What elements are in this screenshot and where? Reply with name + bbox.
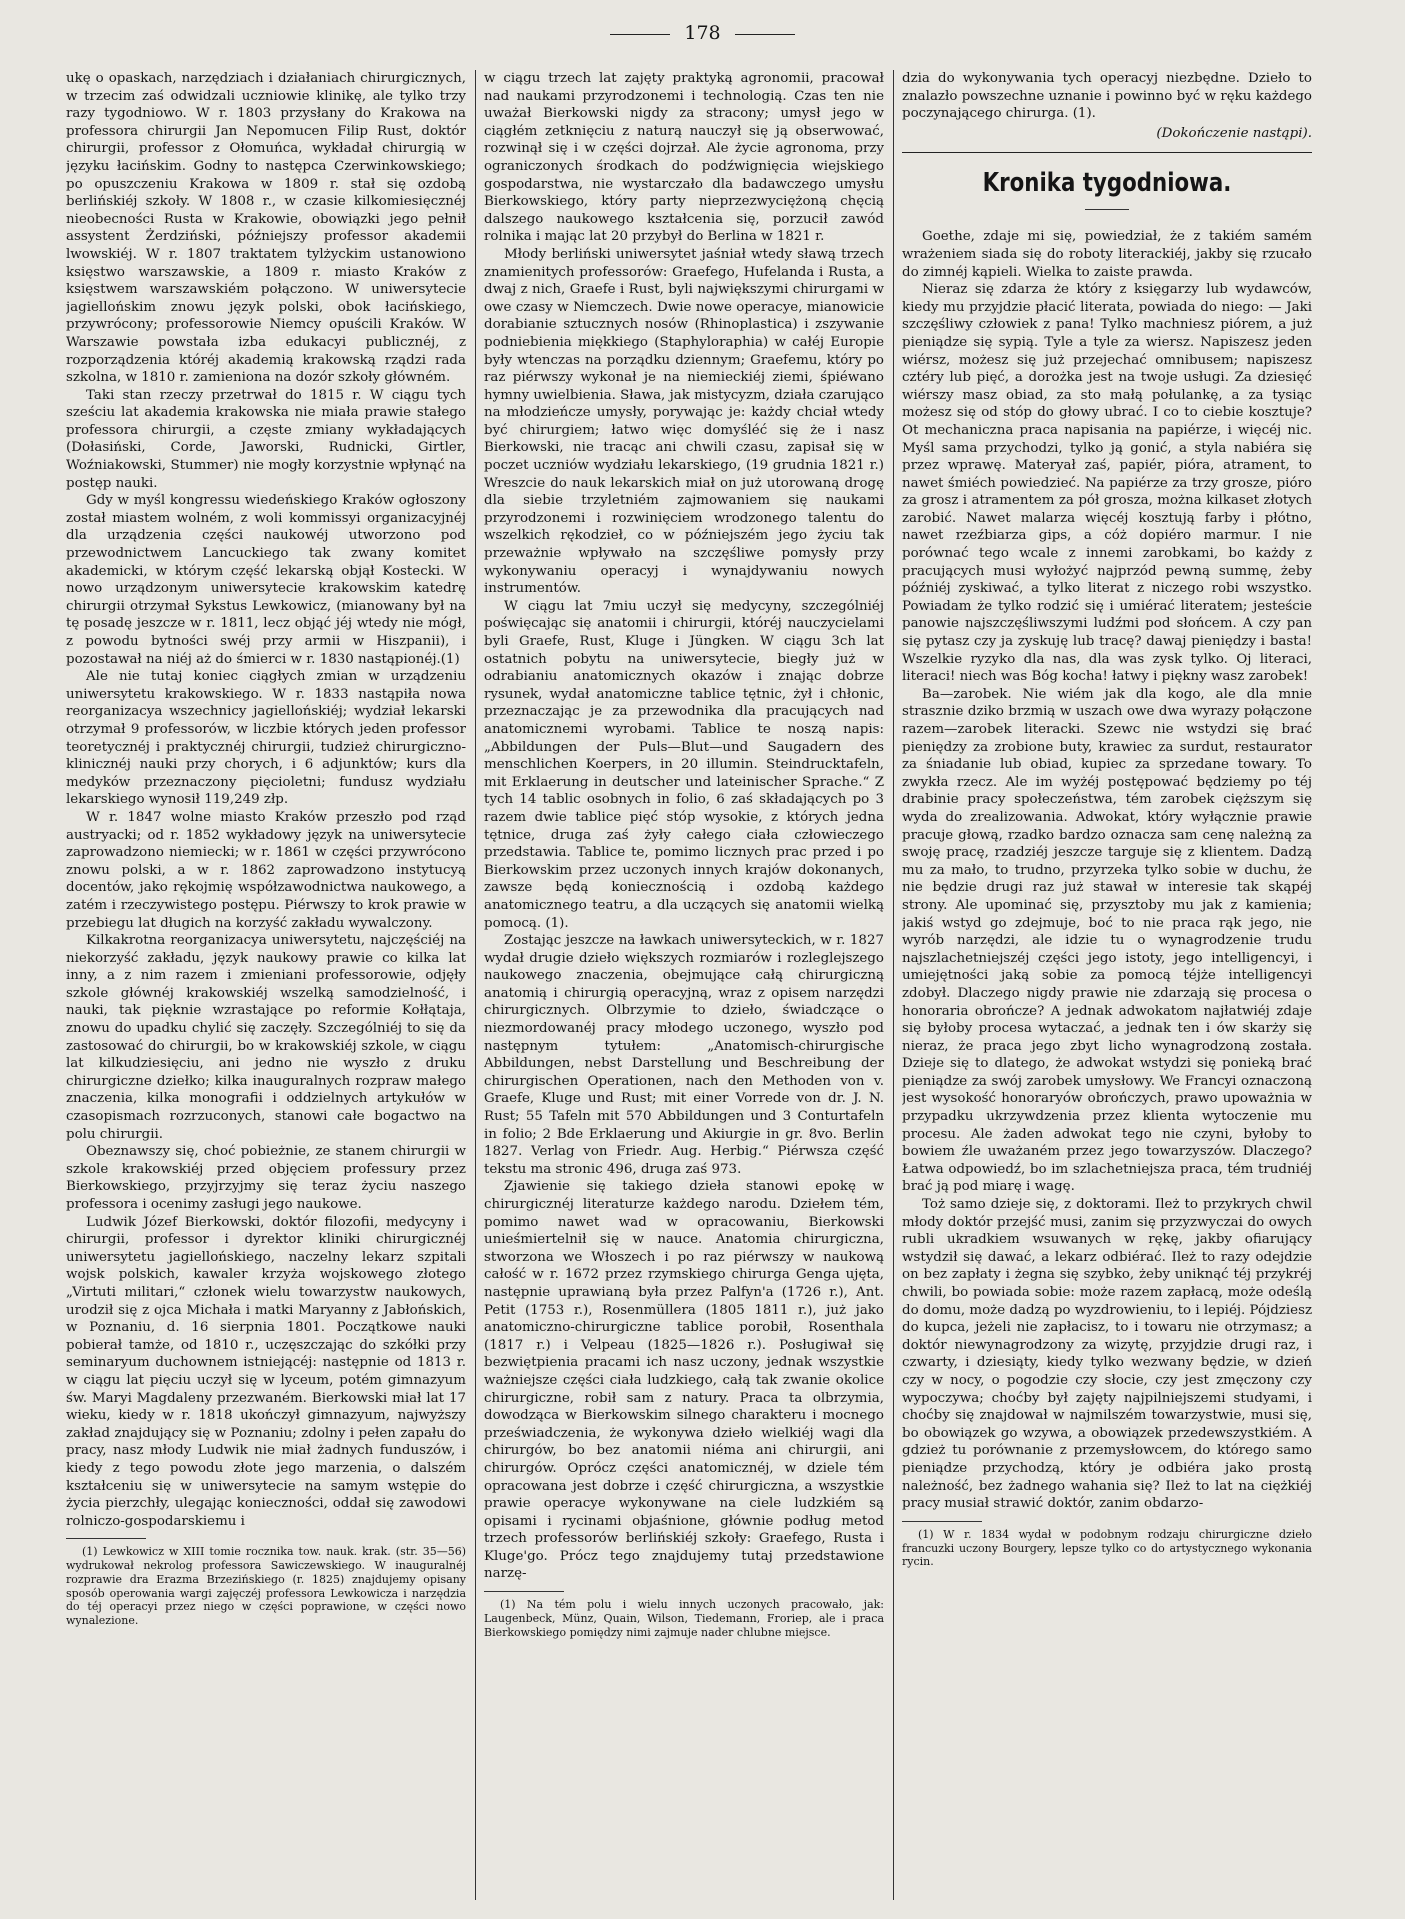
paragraph: w ciągu trzech lat zajęty praktyką agronomii, pracował nad naukami przyrodzonemi i technologią. Czas ten nie uważał Bierkowski nigdy za stracony; umysł jego w ciągłém zetknięciu z naturą nauczył się ją obserwować, rozwinął się i w części dojrzał. Ale życie agronoma, przy ograniczonych środkach do podźwignięcia wiejskiego gospodarstwa, nie wystarczało dla badawczego umysłu Bierkowskiego, który party nieprzezwyciężoną chęcią dalszego naukowego kształcenia się, porzucił zawód rolnika i mając lat 20 przybył do Berlina w 1821 r.: [484, 71, 884, 245]
header-rule-right: [735, 34, 795, 35]
column-3: [902, 70, 1312, 1900]
footnote: [902, 1528, 1312, 1569]
article-body: [66, 70, 466, 1530]
column-divider: [893, 70, 894, 1900]
paragraph: Nieraz się zdarza że który z księgarzy lub wydawców, kiedy mu przyjdzie płacić literata, powiada do niego: — Jaki szczęśliwy człowiek z pana! Tylko machniesz piórem, a już pieniądze się sypią. Tyle a tyle za wiersz. Napiszesz jeden wiérsz, możesz się już przejechać omnibusem; napiszesz cztéry lub pięć, a dorożka jest na twoje usługi. Za dziesięć wiérszy masz obiad, za sto małą połulankę, a za tysiąc możesz się od stóp do głowy ubrać. I co to ciebie kosztuje? Ot mechaniczna praca napisania na papiérze, i więcéj nic. Myśl sama przychodzi, tylko ją gonić, a styla nabiéra się przez wprawę. Materyał zaś, papiér, pióra, atrament, to nawet śmiéch powiedzieć. Na papiérze za trzy grosze, pióro za grosz i atramentem za pół grosza, można kilkaset złotych zarobić. Nawet malarza więcéj kosztują farby i płótno, nawet rzeźbiarza gips, a cóż dopiéro marmur. I nie porównać tego wcale z innemi zarobkami, bo każdy z pracujących musi wyłożyć najprzód pewną summę, żeby późniéj zyskiwać, a tylko literat z niczego robi wszystko. Powiadam że tylko rodzić się i umiérać literatem; jesteście panowie najszczęśliwszymi ludźmi pod słońcem. A czy pan się pytasz czy ja zyskuję lub tracę? dawaj pieniędzy i basta! Wszelkie ryzyko dla nas, dla was zysk tylko. Oj literaci, literaci! niech was Bóg kocha! łatwy i piękny wasz zarobek!: [902, 282, 1312, 685]
article-body: [484, 70, 884, 1583]
paragraph: dzia do wykonywania tych operacyj niezbędne. Dzieło to znalazło powszechne uznanie i powinno być w ręku każdego poczynającego chirurga. (1).: [902, 71, 1312, 122]
paragraph: Gdy w myśl kongressu wiedeńskiego Kraków ogłoszony został miastem wolném, z woli kommissyi organizacyjnéj dla urządzenia części naukowéj utworzono pod przewodnictwem Lancuckiego tak zwany komitet akademicki, w którym część lekarską objął Kostecki. W nowo urządzonym uniwersytecie krakowskim katedrę chirurgii otrzymał Sykstus Lewkowicz, (mianowany był na tę posadę jeszcze w r. 1811, lecz objąć jéj wtedy nie mógł, z powodu bytności swéj przy armii w Hiszpanii), i pozostawał na niéj aż do śmierci w r. 1830 nastąpionéj.(1): [66, 493, 466, 667]
paragraph: Ale nie tutaj koniec ciągłych zmian w urządzeniu uniwersytetu krakowskiego. W r. 1833 nastąpiła nowa reorganizacya wszechnicy jagiellońskiéj; wydział lekarski otrzymał 9 professorów, w liczbie których jeden professor teoretycznéj i praktycznéj chirurgii, tudzież chirurgiczno-klinicznéj nauki przy chorych, i 6 adjunktów; kurs dla medyków przeznaczony pięcioletni; fundusz wydziału lekarskiego wynosił 119,249 złp.: [66, 669, 466, 808]
paragraph: Goethe, zdaje mi się, powiedział, że z takiém samém wrażeniem siada się do roboty literackiéj, jakby się rzucało do zimnéj kąpieli. Wielka to zaiste prawda.: [902, 229, 1312, 280]
paragraph: W r. 1847 wolne miasto Kraków przeszło pod rząd austryacki; od r. 1852 wykładowy język na uniwersytecie zaprowadzono niemiecki; w r. 1861 w części przywrócono znowu polski, a w r. 1862 zaprowadzono instytucyą docentów, jako rękojmię współzawodnictwa naukowego, a zatém i rzeczywistego postępu. Piérwszy to krok prawie w przebiegu lat długich na korzyść zakładu wywalczony.: [66, 809, 466, 931]
page-number: 178: [684, 22, 721, 44]
title-underline: [1085, 209, 1129, 210]
article-body: [902, 70, 1312, 1513]
paragraph: W ciągu lat 7miu uczył się medycyny, szczególniéj poświęcając się anatomii i chirurgii, któréj nauczycielami byli Graefe, Rust, Kluge i Jüngken. W ciągu 3ch lat ostatnich pobytu na uniwersytecie, biegły już w odrabianiu anatomicznych okazów i znając dobrze rysunek, wydał anatomiczne tablice tętnic, żył i chłonic, przeznaczając je za przewodnika dla pracujących nad anatomicznemi wyrobami. Tablice te noszą napis: „Abbildungen der Puls—Blut—und Saugadern des menschlichen Koerpers, in 20 illumin. Steindrucktafeln, mit Erklaerung in deutscher und lateinischer Sprache.“ Z tych 14 tablic osobnych in folio, 6 zaś składających po 3 razem dwie tablice pięć stóp wysokie, z których jedna tętnice, druga zaś żyły całego ciała człowieczego przedstawia. Tablice te, pomimo licznych prac przed i po Bierkowskim przez uczonych innych krajów dokonanych, zawsze będą koniecznością i ozdobą każdego anatomicznego teatru, a dla uczących się anatomii wielką pomocą. (1).: [484, 598, 884, 931]
column-2: [484, 70, 884, 1900]
footnote-text: (1) Lewkowicz w XIII tomie rocznika tow. nauk. krak. (str. 35—56) wydrukował nekrolog professora Sawiczewskiego. W inauguralnéj rozprawie dra Erazma Brzezińskiego (r. 1825) znajdujemy opisany sposób operowania wargi zajęczéj professora Lewkowicza i narzędzia do téj operacyi przez niego w części poprawione, w części nowo wynalezione.: [66, 1545, 466, 1628]
footnote-rule: [484, 1591, 564, 1592]
column-1: [66, 70, 466, 1900]
continuation-note: (Dokończenie nastąpi).: [1156, 125, 1312, 141]
paragraph: Zjawienie się takiego dzieła stanowi epokę w chirurgicznéj literaturze każdego narodu. Dziełem tém, pomimo nawet wad w opracowaniu, Bierkowski unieśmiertelnił się w nauce. Anatomia chirurgiczna, stworzona we Włoszech i po raz piérwszy w naukową całość w r. 1672 przez rzymskiego chirurga Genga ujęta, następnie uprawianą była przez Palfyn'a (1726 r.), Ant. Petit (1753 r.), Rosenmüllera (1805 1811 r.), już jako anatomiczno-chirurgiczne tablice porobił, Rosenthala (1817 r.) i Velpeau (1825—1826 r.). Posługiwał się bezwiętpienia pracami ich nasz uczony, jednak wszystkie ważniejsze części ciała ludzkiego, całą tak zwanie okolice chirurgiczne, robił sam z natury. Praca ta olbrzymia, dowodząca w Bierkowskim silnego charakteru i mocnego przeświadczenia, że wykonywa dzieło wielkiéj wagi dla chirurgów, bo bez anatomii niéma ani chirurgii, ani chirurgów. Oprócz części anatomicznéj, w dziele tém opracowana jest dobrze i część chirurgiczna, a wszystkie prawie operacye wykonywane na ciele ludzkiém są opisami i rycinami objaśnione, głównie podług metod trzech professorów berlińskiéj szkoły: Graefego, Rusta i Kluge'go. Prócz tego znajdujemy tutaj przedstawione narzę-: [484, 1179, 884, 1582]
paragraph: Kilkakrotna reorganizacya uniwersytetu, najczęściéj na niekorzyść zakładu, język naukowy prawie co kilka lat inny, a z nim razem i zmieniani professorowie, odjęły szkole głównéj krakowskiéj wszelką samodzielność, i nauki, tak pięknie wzrastające po reformie Kołłątaja, znowu do upadku chylić się zaczęły. Szczególniéj to się da zastosować do chirurgii, bo w krakowskiéj szkole, w ciągu lat kilkudziesięciu, ani jedno nie wyszło z druku chirurgiczne dziełko; kilka inauguralnych rozpraw małego znaczenia, kilka monografii i oddzielnych artykułów w czasopismach rozrzuconych, stanowi całe bogactwo na polu chirurgii.: [66, 933, 466, 1142]
paragraph: Toż samo dzieje się, z doktorami. Ileż to przykrych chwil młody doktór przejść musi, zanim się przyzwyczai do owych rubli ukradkiem wsuwanych w rękę, jakby ofiarujący wstydził się dawać, a lekarz odbiérać. Ileż to razy odejdzie on bez zapłaty i żegna się szybko, żeby uniknąć téj przykréj chwili, bo powiada sobie: może razem zapłacą, może odeślą do domu, może dadzą po wyzdrowieniu, to i lepiéj. Pójdziesz do kupca, jeżeli nie zapłacisz, to i towaru nie otrzymasz; a doktór niewynagrodzony za wizytę, przyjdzie drugi raz, i czwarty, i dziesiąty, kiedy tylko wezwany będzie, w dzień czy w nocy, o pogodzie czy słocie, czy jest zmęczony czy wypoczywa; choćby był zajęty najpilniejszemi studyami, i choćby się znajdował w najmilszém towarzystwie, musi się, bo obowiązek go wzywa, a obowiązek przedewszystkiém. A gdzież tu porównanie z przemysłowcem, do którego samo pieniądze przychodzą, który je odbiéra jako prostą należność, bez żadnego wahania się? Ileż to lat na ciężkiéj pracy musiał strawić doktór, zanim obdarzo-: [902, 1197, 1312, 1512]
footnote: [484, 1598, 884, 1639]
paragraph: Ludwik Józef Bierkowski, doktór filozofii, medycyny i chirurgii, professor i dyrektor kliniki chirurgicznéj uniwersytetu jagiellońskiego, naczelny lekarz szpitali wojsk polskich, kawaler krzyża wojskowego złotego „Virtuti militari,“ członek wielu towarzystw naukowych, urodził się z ojca Michała i matki Maryanny z Jabłońskich, w Poznaniu, d. 16 sierpnia 1801. Początkowe nauki pobierał tamże, od 1810 r., uczęszczając do szkółki przy seminaryum duchownem istniejącéj: następnie od 1813 r. w ciągu lat pięciu uczył się w lyceum, potém gimnazyum św. Maryi Magdaleny przezwaném. Bierkowski miał lat 17 wieku, kiedy w r. 1818 ukończył gimnazyum, najwyższy zakład znajdujący się w Poznaniu; zdolny i pełen zapału do pracy, nasz młody Ludwik nie miał żadnych funduszów, i kiedy z tego powodu złote jego marzenia, o dalszém kształceniu się w uniwersytecie na samym wstępie do życia pierzchły, ulegając konieczności, oddał się zawodowi rolniczo-gospodarskiemu i: [66, 1214, 466, 1529]
paragraph: Ba—zarobek. Nie wiém jak dla kogo, ale dla mnie strasznie dziko brzmią w uszach owe dwa wyrazy połączone razem—zarobek literacki. Szewc nie wstydzi się brać pieniędzy za zrobione buty, krawiec za surdut, restaurator za śniadanie lub obiad, kupiec za sprzedane towary. To zwykła rzecz. Ale im wyżéj postępować będziemy po téj drabinie pracy społeczeństwa, tém zarobek cięższym się wyda do zrealizowania. Adwokat, który wyłącznie prawie pracuje głową, rzadko bardzo oznacza sam cenę należną za swoję pracę, rzadziéj jeszcze targuje się z klientem. Dadzą mu za mało, to trudno, przyrzeka tylko sobie w duchu, że nie będzie drugi raz już stawał w interesie tak skąpéj strony. Ale upominać się, przysztoby mu jak z kamienia; jakiś wstyd go zdejmuje, boć to nie praca rąk jego, nie wyrób narzędzi, ale idzie tu o wynagrodzenie trudu najszlachetniejszéj części jego istoty, jego intelligencyi, i umiejętności jaką sobie za pomocą téjże intelligencyi zdobył. Dlaczego nigdy prawie nie zdarzają się procesa o honoraria obrończe? A jednak adwokatom najłatwiéj zdaje się byłoby procesa wytaczać, a jednak ten i ów skarży się nieraz, że praca jego zbyt licho wynagrodzoną została. Dzieje się to dlatego, że adwokat wstydzi się ponieką brać pieniądze za swój zarobek umysłowy. We Francyi oznaczoną jest wysokość honoraryów obrończych, prawo upoważnia w przypadku ukrzywdzenia przez klienta wytoczenie mu procesu. Ale żaden adwokat tego nie czyni, byłoby to bowiem źle uważaném przez jego towarzyszów. Dlaczego? Łatwa odpowiedź, bo im szlachetniejsza praca, tém trudniéj brać ją pod miarę i wagę.: [902, 686, 1312, 1195]
footnote-rule: [66, 1538, 146, 1539]
paragraph: Młody berliński uniwersytet jaśniał wtedy sławą trzech znamienitych professorów: Graefego, Hufelanda i Rusta, a dwaj z nich, Graefe i Rust, byli największymi chirurgami w owe czasy w Niemczech. Dwie nowe operacye, mianowicie dorabianie sztucznych nosów (Rhinoplastica) i zszywanie podniebienia miękkiego (Staphyloraphia) w całéj Europie były wtenczas na porządku dziennym; Graefemu, który po raz piérwszy wykonał je na niemieckiéj ziemi, śpiéwano hymny uwielbienia. Sława, jak mistycyzm, działa czarująco na młodzieńcze umysły, porywając je: każdy chciał wtedy być chirurgiem; łatwo więc domyśléć się że i nasz Bierkowski, nie tracąc ani chwili czasu, zapisał się w poczet uczniów wydziału lekarskiego, (19 grudnia 1821 r.) Wreszcie do nauk lekarskich miał on już utorowaną drogę dla siebie trzyletniém zajmowaniem się naukami przyrodzonemi i rozwinięciem wrodzonego talentu do wszelkich rękodzieł, co w późniejszém jego życiu tak przeważnie wpływało na szczęśliwe pomysły przy wykonywaniu operacyj i wynajdywaniu nowych instrumentów.: [484, 246, 884, 597]
paragraph: ukę o opaskach, narzędziach i działaniach chirurgicznych, w trzecim zaś odwidzali uczniowie klinikę, ale tylko trzy razy tygodniowo. W r. 1803 przysłany do Krakowa na professora chirurgii Jan Nepomucen Filip Rust, doktór chirurgii, professor z Ołomuńca, wykładał chirurgią w języku łacińskim. Godny to następca Czerwinkowskiego; po opuszczeniu Krakowa w 1809 r. stał się ozdobą berlińskiéj szkoły. W 1808 r., w czasie kilkomiesięcznéj nieobecności Rusta w Krakowie, obowiązki jego pełnił assystent Żerdziński, późniejszy professor akademii lwowskiéj. W r. 1807 traktatem tylżyckim ustanowiono księstwo warszawskie, a 1809 r. miasto Kraków z księstwem warszawskiém połączono. W uniwersytecie jagiellońskim znowu język polski, obok łacińskiego, przywrócony; professorowie Niemcy opuścili Kraków. W Warszawie powstała izba edukacyi publicznéj, z rozporządzenia któréj akademią krakowską rządzi rada szkolna, w 1810 r. zamieniona na dozór szkoły główném.: [66, 71, 466, 386]
section-title: Kronika tygodniowa.: [982, 168, 1232, 199]
footnote-text: (1) W r. 1834 wydał w podobnym rodzaju chirurgiczne dzieło francuzki uczony Bourgery, lepsze tylko co do artystycznego wykonania rycin.: [902, 1527, 1312, 1569]
footnote: [66, 1545, 466, 1628]
header-rule-left: [610, 34, 670, 35]
paragraph: Obeznawszy się, choć pobieżnie, ze stanem chirurgii w szkole krakowskiéj przed objęciem professury przez Bierkowskiego, przyjrzyjmy się teraz życiu naszego professora i ocenimy zasługi jego naukowe.: [66, 1144, 466, 1212]
footnote-rule: [902, 1521, 982, 1522]
column-divider: [475, 70, 476, 1900]
paragraph: Zostając jeszcze na ławkach uniwersyteckich, w r. 1827 wydał drugie dzieło większych rozmiarów i rozleglejszego naukowego znaczenia, obejmujące całą chirurgiczną anatomią i chirurgią operacyjną, wraz z opisem narzędzi chirurgicznych. Olbrzymie to dzieło, świadczące o niezmordowanéj pracy młodego uczonego, wyszło pod następnym tytułem: „Anatomisch-chirurgische Abbildungen, nebst Darstellung und Beschreibung der chirurgischen Operationen, nach den Methoden von v. Graefe, Kluge und Rust; mit einer Vorrede von dr. J. N. Rust; 55 Tafeln mit 570 Abbildungen und 3 Conturtafeln in folio; 2 Bde Erklaerung und Akiurgie in gr. 8vo. Berlin 1827. Verlag von Friedr. Aug. Herbig.“ Piérwsza część tekstu ma stronic 496, druga zaś 973.: [484, 933, 884, 1177]
footnote-text: (1) Na tém polu i wielu innych uczonych pracowało, jak: Laugenbeck, Münz, Quain, Wilson, Tiedemann, Froriep, ale i praca Bierkowskiego pomiędzy nimi zajmuje nader chlubne miejsce.: [484, 1598, 884, 1639]
paragraph: Taki stan rzeczy przetrwał do 1815 r. W ciągu tych sześciu lat akademia krakowska nie miała prawie stałego professora chirurgii, a częste zmiany wykładających (Dołasiński, Corde, Jaworski, Rudnicki, Girtler, Woźniakowski, Stummer) nie mogły korzystnie wpłynąć na postęp nauki.: [66, 387, 466, 491]
page-header: [0, 22, 1405, 44]
section-divider: [902, 152, 1312, 153]
